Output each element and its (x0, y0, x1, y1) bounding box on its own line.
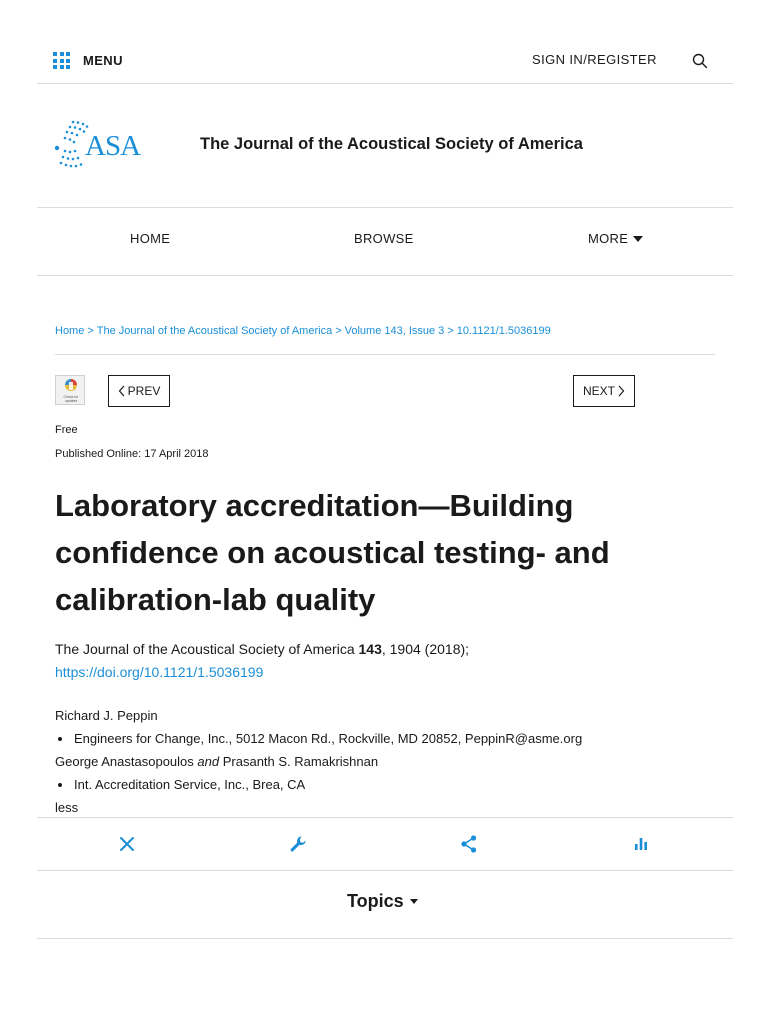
nav-home[interactable]: HOME (130, 231, 171, 246)
topics-label: Topics (347, 891, 404, 911)
published-date: Published Online: 17 April 2018 (55, 448, 209, 460)
affiliation-text: Int. Accreditation Service, Inc., Brea, CA (74, 777, 306, 792)
journal-title[interactable]: The Journal of the Acoustical Society of America (200, 135, 583, 153)
sign-in-register-link[interactable]: SIGN IN/REGISTER (532, 52, 657, 67)
breadcrumb-separator: > (447, 325, 454, 337)
article-title: Laboratory accreditation—Building confidence on acoustical testing- and calibration-lab quality (55, 488, 610, 617)
authors-block (55, 704, 735, 819)
chevron-right-icon (617, 385, 625, 397)
caret-down-icon (410, 899, 418, 904)
collapse-arrows-icon[interactable] (117, 834, 137, 854)
breadcrumb-separator: > (335, 325, 342, 337)
breadcrumb-journal[interactable]: The Journal of the Acoustical Society of America (96, 325, 333, 337)
citation-journal: The Journal of the Acoustical Society of America (55, 641, 359, 657)
less-toggle[interactable]: less (55, 800, 79, 815)
citation (55, 641, 469, 657)
author-conjunction: and (197, 754, 220, 769)
top-bar (37, 40, 733, 84)
main-nav (37, 208, 733, 276)
breadcrumb-home[interactable]: Home (55, 325, 85, 337)
citation-pages-year: , 1904 (2018); (381, 641, 470, 657)
affiliation (55, 773, 735, 796)
share-icon[interactable] (459, 834, 479, 854)
topics-section (37, 871, 733, 939)
prev-label: PREV (127, 384, 161, 398)
crossmark-icon (64, 378, 78, 394)
breadcrumb-separator: > (87, 325, 94, 337)
doi-link[interactable]: https://doi.org/10.1121/1.5036199 (55, 664, 264, 680)
author-line (55, 750, 735, 773)
author-name[interactable]: Richard J. Peppin (55, 708, 158, 723)
menu-button[interactable] (53, 52, 123, 69)
search-icon[interactable] (692, 53, 708, 69)
access-badge: Free (55, 424, 78, 436)
bar-chart-icon[interactable] (631, 834, 651, 854)
author-name[interactable]: George Anastasopoulos (55, 754, 194, 769)
chevron-left-icon (118, 385, 126, 397)
crossmark-label: Check for updates (63, 395, 79, 403)
breadcrumb-issue[interactable]: Volume 143, Issue 3 (344, 325, 445, 337)
crossmark-badge[interactable] (55, 375, 85, 405)
journal-brand (37, 84, 733, 208)
nav-more-label: MORE (588, 231, 629, 246)
next-button[interactable] (573, 375, 635, 407)
citation-volume: 143 (358, 641, 382, 657)
affiliation-text: Engineers for Change, Inc., 5012 Macon Rd., Rockville, MD 20852, PeppinR@asme.org (74, 731, 583, 746)
affiliation (55, 727, 735, 750)
author-name[interactable]: Prasanth S. Ramakrishnan (222, 754, 379, 769)
topics-dropdown[interactable] (347, 891, 418, 912)
nav-browse[interactable]: BROWSE (354, 231, 414, 246)
grid-icon (53, 52, 70, 69)
nav-more[interactable] (588, 231, 643, 246)
caret-down-icon (633, 236, 643, 242)
wrench-icon[interactable] (288, 834, 308, 854)
prev-button[interactable] (108, 375, 170, 407)
menu-label: MENU (83, 53, 123, 68)
next-label: NEXT (582, 384, 615, 398)
logo-text: ASA (85, 130, 141, 162)
breadcrumb-doi[interactable]: 10.1121/1.5036199 (456, 325, 551, 337)
breadcrumb (55, 325, 715, 355)
article-toolbar (37, 817, 733, 871)
